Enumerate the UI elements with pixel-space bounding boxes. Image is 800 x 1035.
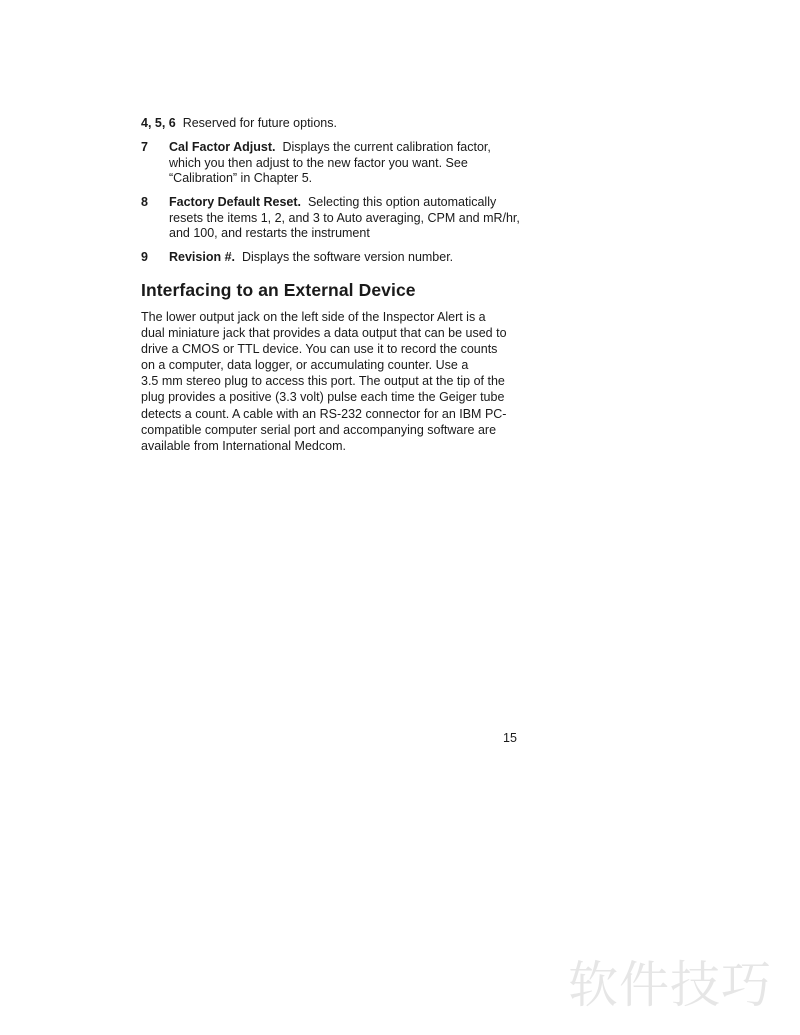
item-text: Reserved for future options. xyxy=(182,116,337,130)
paragraph-line: on a computer, data logger, or accumulating counter. Use a xyxy=(141,358,469,373)
paragraph-line: 3.5 mm stereo plug to access this port. The output at the tip of the xyxy=(141,374,505,389)
item-title: Cal Factor Adjust. xyxy=(169,140,276,154)
item-text: Displays the software version number. xyxy=(241,250,454,264)
watermark: 软件技巧 xyxy=(568,956,772,1014)
paragraph-line: dual miniature jack that provides a data output that can be used to xyxy=(141,326,507,341)
item-text: Selecting this option automatically resets the items 1, 2, and 3 to Auto averaging, CPM and mR/hr, and 100, and restarts the instrument xyxy=(169,195,520,240)
list-item xyxy=(141,116,521,132)
option-list xyxy=(141,116,521,274)
item-number: 4, 5, 6 xyxy=(141,116,176,130)
paragraph-line: drive a CMOS or TTL device. You can use it to record the counts xyxy=(141,342,498,357)
paragraph-line: plug provides a positive (3.3 volt) pulse each time the Geiger tube xyxy=(141,390,505,405)
item-number: 8 xyxy=(141,195,148,209)
section-paragraph xyxy=(141,309,519,454)
paragraph-line: compatible computer serial port and accompanying software are xyxy=(141,422,497,437)
list-item xyxy=(141,140,521,187)
paragraph-line: The lower output jack on the left side of the Inspector Alert is a xyxy=(141,310,486,324)
list-item xyxy=(141,250,521,266)
paragraph-line: detects a count. A cable with an RS-232 connector for an IBM PC- xyxy=(141,406,507,421)
item-number: 9 xyxy=(141,250,148,264)
item-text: Displays the current calibration factor, which you then adjust to the new factor you want. See “Calibration” in Chapter 5. xyxy=(169,140,491,185)
list-item xyxy=(141,195,521,242)
item-title: Revision #. xyxy=(169,250,235,264)
paragraph-line: available from International Medcom. xyxy=(141,438,346,453)
item-title: Factory Default Reset. xyxy=(169,195,301,209)
page-number: 15 xyxy=(503,731,517,745)
section-heading: Interfacing to an External Device xyxy=(141,280,416,300)
item-number: 7 xyxy=(141,140,148,154)
